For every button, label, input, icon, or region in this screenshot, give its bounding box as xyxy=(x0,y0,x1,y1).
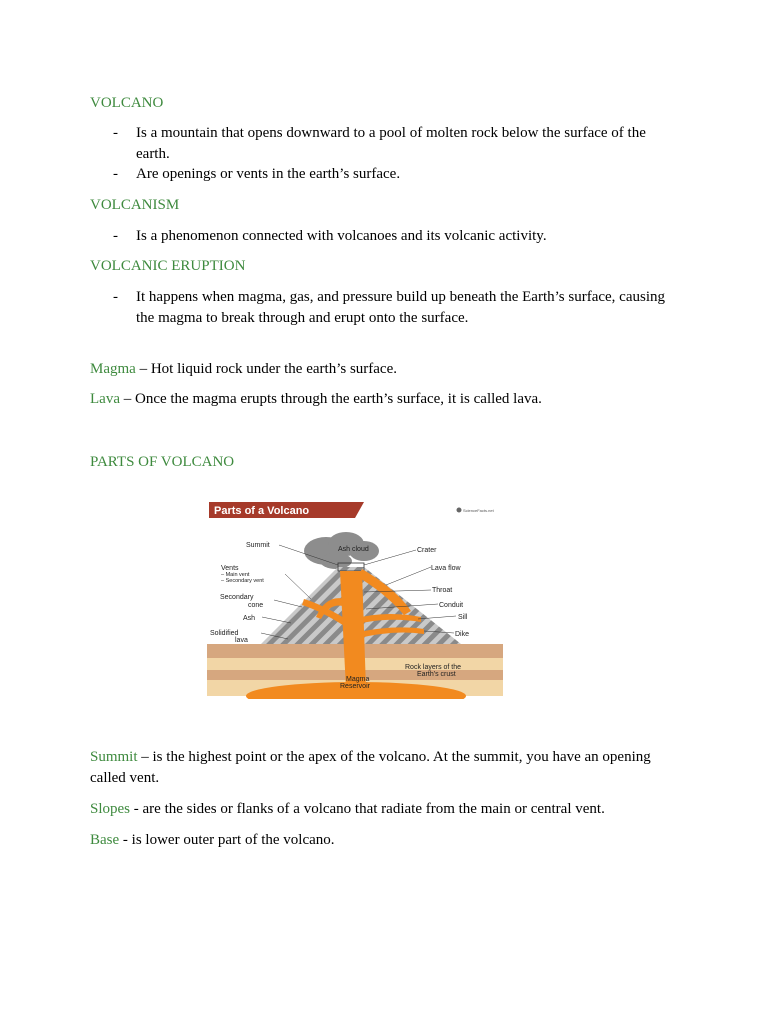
term-slopes: Slopes xyxy=(90,801,131,817)
label-magma-2: Reservoir xyxy=(340,683,370,690)
definition-text: - are the sides or flanks of a volcano that radiate from the main or central vent. xyxy=(130,801,605,817)
definition-summit xyxy=(90,747,670,789)
label-main-vent: – Main vent xyxy=(221,572,250,578)
label-lava-flow: Lava flow xyxy=(431,565,461,572)
label-sill: Sill xyxy=(458,614,468,621)
label-crater: Crater xyxy=(417,547,437,554)
term-magma: Magma xyxy=(90,361,136,377)
label-secondary-vent: – Secondary vent xyxy=(221,578,264,584)
definition-slopes xyxy=(90,799,670,820)
bullet-text: Is a mountain that opens downward to a pool of molten rock below the surface of the earth. xyxy=(136,125,646,162)
label-dike: Dike xyxy=(455,631,470,638)
bullet-dash: - xyxy=(113,289,118,305)
definition-base xyxy=(90,830,670,851)
label-secondary-cone-1: Secondary xyxy=(220,594,254,601)
definition-lava xyxy=(90,389,670,410)
label-summit: Summit xyxy=(246,542,270,549)
term-lava: Lava xyxy=(90,391,120,407)
bullet-text: It happens when magma, gas, and pressure build up beneath the Earth’s surface, causing the magma to break through and erupt onto the surface. xyxy=(136,289,665,326)
heading-volcano: VOLCANO xyxy=(90,95,164,111)
label-throat: Throat xyxy=(432,587,453,594)
label-conduit: Conduit xyxy=(439,602,464,609)
volcano-diagram xyxy=(206,499,504,699)
bullet-text: Are openings or vents in the earth’s surface. xyxy=(136,166,401,182)
diagram-brand: ScienceFacts.net xyxy=(463,508,494,513)
definition-text: – is the highest point or the apex of the volcano. At the summit, you have an opening called vent. xyxy=(90,749,651,786)
brand-logo-icon xyxy=(457,508,462,513)
definition-text: – Hot liquid rock under the earth’s surface. xyxy=(135,361,397,377)
bullet-dash: - xyxy=(113,166,118,182)
bullet-text: Is a phenomenon connected with volcanoes and its volcanic activity. xyxy=(136,228,547,244)
definition-magma xyxy=(90,359,670,380)
label-ash-cloud: Ash cloud xyxy=(338,546,369,553)
label-rock-layers-1: Rock layers of the xyxy=(405,664,462,671)
label-solidified-2: lava xyxy=(235,637,248,644)
volcano-diagram-svg xyxy=(206,499,504,699)
bullet-dash: - xyxy=(113,125,118,141)
term-base: Base xyxy=(90,832,120,848)
label-solidified-1: Solidified xyxy=(210,630,239,637)
definition-text: – Once the magma erupts through the earth’s surface, it is called lava. xyxy=(119,391,542,407)
definition-text: - is lower outer part of the volcano. xyxy=(119,832,335,848)
label-vents: Vents xyxy=(221,565,239,572)
diagram-title: Parts of a Volcano xyxy=(214,505,310,517)
bullet-dash: - xyxy=(113,228,118,244)
term-summit: Summit xyxy=(90,749,138,765)
heading-volcanic-eruption: VOLCANIC ERUPTION xyxy=(90,258,246,274)
label-ash: Ash xyxy=(243,615,256,622)
heading-volcanism: VOLCANISM xyxy=(90,197,180,213)
heading-parts-of-volcano: PARTS OF VOLCANO xyxy=(90,454,235,470)
label-magma-1: Magma xyxy=(346,676,370,683)
label-secondary-cone-2: cone xyxy=(248,602,264,609)
label-rock-layers-2: Earth's crust xyxy=(417,671,456,678)
